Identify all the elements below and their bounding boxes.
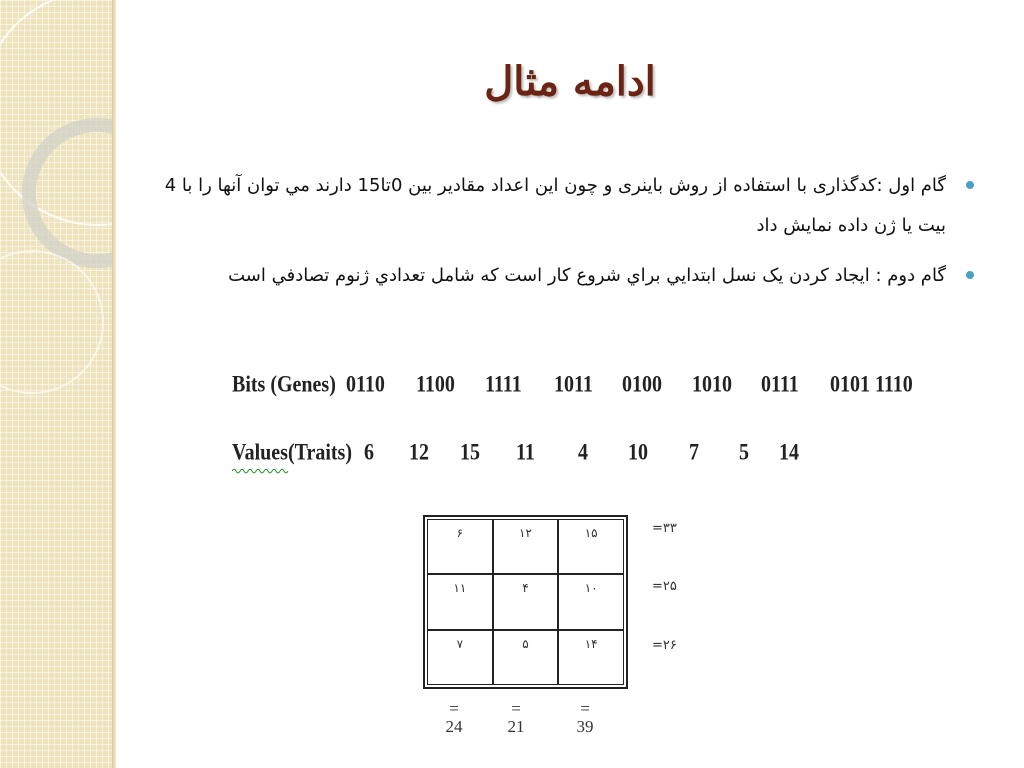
- bits-value: 0100: [622, 372, 662, 398]
- column-sum-equals: =: [580, 699, 590, 718]
- grid-cell: ۱۴: [559, 631, 623, 684]
- bullet-text: گام دوم : ایجاد کردن یک نسل ابتدايي براي شروع کار است که شامل تعدادي ژنوم تصادفي است: [228, 265, 946, 286]
- column-sum: [496, 700, 536, 736]
- decorative-ring: [0, 250, 104, 394]
- column-sum-value: 39: [576, 717, 594, 736]
- column-sum-equals: =: [449, 699, 459, 718]
- trait-value: 6: [364, 440, 374, 466]
- bullet-dot-icon: [966, 181, 974, 189]
- trait-value: 4: [578, 440, 588, 466]
- trait-value: 7: [689, 440, 699, 466]
- bullet-list: [160, 166, 980, 306]
- column-sum-equals: =: [511, 699, 521, 718]
- column-sum-value: 21: [507, 717, 525, 736]
- trait-value: 5: [739, 440, 749, 466]
- decorative-side-panel: [0, 0, 112, 768]
- bits-value: 1100: [416, 372, 455, 398]
- trait-value: 12: [409, 440, 429, 466]
- bullet-dot-icon: [966, 271, 974, 279]
- trait-value: 11: [516, 440, 535, 466]
- spellcheck-squiggle-icon: [232, 468, 290, 475]
- column-sum: [434, 700, 474, 736]
- bits-label: Bits (Genes): [232, 372, 336, 398]
- grid-cell: ۵: [494, 631, 558, 684]
- bits-value: 0111: [761, 372, 799, 398]
- bits-value: 1011: [554, 372, 593, 398]
- side-panel-edge: [112, 0, 116, 768]
- bullet-text: گام اول :کدگذاری با استفاده از روش باینری و چون این اعداد مقادیر بین 0تا15 دارند مي توان آنها را با 4 بیت یا ژن داده نمایش داد: [164, 175, 946, 236]
- values-label: Values(Traits): [232, 440, 352, 466]
- column-sum-value: 24: [445, 717, 463, 736]
- column-sum: [565, 700, 605, 736]
- slide-title: ادامه مثال: [484, 58, 656, 105]
- magic-square-grid: [423, 515, 628, 689]
- grid-cells: [427, 519, 624, 685]
- grid-cell: ۱۱: [428, 575, 492, 628]
- trait-value: 15: [460, 440, 480, 466]
- row-sum: =۲۶: [652, 638, 677, 653]
- grid-cell: ۱۵: [559, 520, 623, 573]
- bullet-item: [160, 166, 980, 246]
- grid-cell: ۶: [428, 520, 492, 573]
- trait-value: 10: [628, 440, 648, 466]
- bits-value: 0110: [346, 372, 385, 398]
- grid-cell: ۱۲: [494, 520, 558, 573]
- row-sum: =۲۵: [652, 579, 677, 594]
- bits-value: 1010: [692, 372, 732, 398]
- grid-cell: ۱۰: [559, 575, 623, 628]
- grid-cell: ۷: [428, 631, 492, 684]
- row-sum: =۳۳: [652, 521, 677, 536]
- grid-cell: ۴: [494, 575, 558, 628]
- bullet-item: [160, 256, 980, 296]
- bits-value: 1111: [485, 372, 522, 398]
- trait-value: 14: [779, 440, 799, 466]
- bits-value: 0101 1110: [830, 372, 913, 398]
